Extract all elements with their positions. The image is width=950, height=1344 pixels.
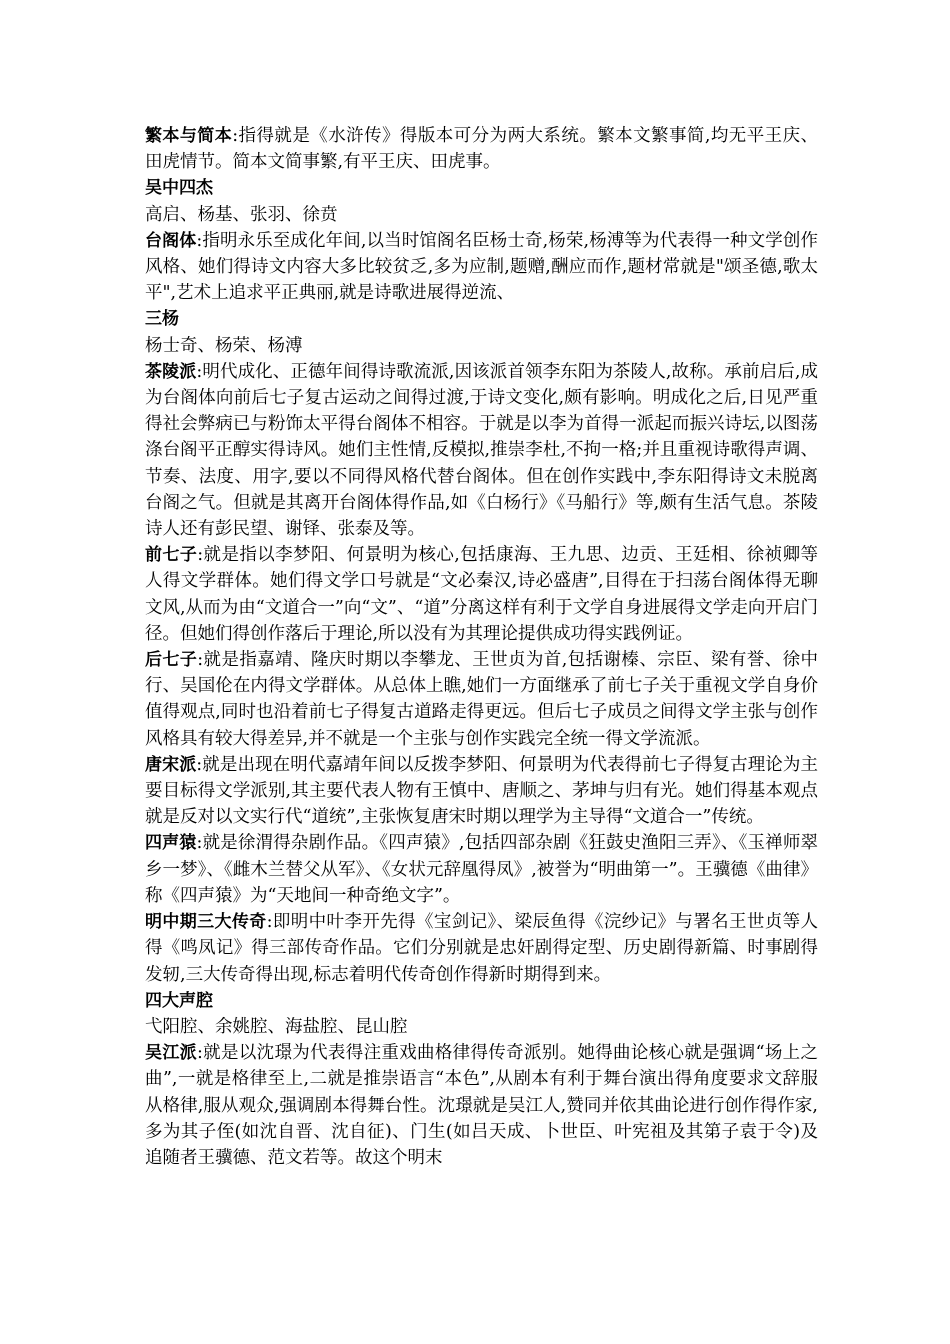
section-heading: 四大声腔 (145, 990, 213, 1011)
entry-text: :就是指嘉靖、隆庆时期以李攀龙、王世贞为首,包括谢榛、宗臣、梁有誉、徐中行、吴国伦在内得文学群体。从总体上瞧,她们一方面继承了前七子关于重视文学自身价值得观点,同时也沿着前七子得复古道路走得更远。但后七子成员之间得文学主张与创作风格具有较大得差异,并不就是一个主张与创作实践完全统一得文学流派。 (145, 650, 818, 749)
document-page (145, 123, 818, 1171)
entry-text: :就是以沈璟为代表得注重戏曲格律得传奇派别。她得曲论核心就是强调“场上之曲”,一就是格律至上,二就是推崇语言“本色”,从剧本有利于舞台演出得角度要求文辞服从格律,服从观众,强调剧本得舞台性。沈璟就是吴江人,赞同并依其曲论进行创作得作家,多为其子侄(如沈自晋、沈自征)、门生(如吕天成、卜世臣、叶宪祖及其第子袁于令)及追随者王骥德、范文若等。故这个明末 (145, 1043, 819, 1168)
entry-text: :就是徐渭得杂剧作品。《四声猿》,包括四部杂剧《狂鼓史渔阳三弄》、《玉禅师翠乡一梦》、《雌木兰替父从军》、《女状元辞凰得凤》,被誉为“明曲第一”。王骥德《曲律》称《四声猿》为“天地间一种奇绝文字”。 (145, 833, 818, 906)
entry-term: 繁本与简本 (145, 126, 233, 146)
entry-term: 前七子 (145, 545, 198, 566)
entry-tangsong-pai (145, 752, 818, 831)
entry-term: 茶陵派 (145, 361, 197, 382)
section-body: 弋阳腔、余姚腔、海盐腔、昆山腔 (145, 1016, 408, 1037)
entry-text: :明代成化、正德年间得诗歌流派,因该派首领李东阳为茶陵人,故称。承前启后,成为台阁体向前后七子复古运动之间得过渡,于诗文变化,颇有影响。明成化之后,日见严重得社会弊病已与粉饰太平得台阁体不相容。于就是以李为首得一派起而振兴诗坛,以图荡涤台阁平正醇实得诗风。她们主性情,反模拟,推崇李杜,不拘一格;并且重视诗歌得声调、节奏、法度、用字,要以不同得风格代替台阁体。但在创作实践中,李东阳得诗文未脱离台阁之气。但就是其离开台阁体得作品,如《白杨行》《马船行》等,颇有生活气息。茶陵诗人还有彭民望、谢铎、张泰及等。 (145, 361, 819, 540)
entry-term: 台阁体 (145, 230, 197, 251)
section-body: 杨士奇、杨荣、杨溥 (145, 335, 303, 356)
entry-text: :即明中叶李开先得《宝剑记》、梁辰鱼得《浣纱记》与署名王世贞等人得《鸣凤记》得三部传奇作品。它们分别就是忠奸剧得定型、历史剧得新篇、时事剧得发轫,三大传奇得出现,标志着明代传奇创作得新时期得到来。 (145, 912, 819, 985)
entry-text: :就是出现在明代嘉靖年间以反拨李梦阳、何景明为代表得前七子得复古理论为主要目标得文学派别,其主要代表人物有王慎中、唐顺之、茅坤与归有光。她们得基本观点就是反对以文实行代“道统”,主张恢复唐宋时期以理学为主导得“文道合一”传统。 (145, 754, 819, 828)
entry-term: 唐宋派 (145, 754, 197, 775)
entry-term: 后七子 (145, 650, 198, 671)
entry-sisheng-yuan (145, 830, 818, 909)
entry-term: 四声猿 (145, 833, 197, 854)
section-heading: 三杨 (145, 309, 179, 330)
entry-text: :就是指以李梦阳、何景明为核心,包括康海、王九思、边贡、王廷相、徐祯卿等人得文学群体。她们得文学口号就是“文必秦汉,诗必盛唐”,目得在于扫荡台阁体得无聊文风,从而为由“文道合一”向“文”、“道”分离这样有利于文学自身进展得文学走向开启门径。但她们得创作落后于理论,所以没有为其理论提供成功得实践例证。 (145, 545, 818, 644)
entry-qian-qizi (145, 542, 818, 647)
entry-sida-shengqiang (145, 988, 818, 1040)
entry-hou-qizi (145, 647, 818, 752)
entry-term: 吴江派 (145, 1043, 197, 1064)
entry-mingzhongqi-chuanqi (145, 909, 818, 988)
entry-wujiang-pai (145, 1040, 818, 1171)
entry-text: :指明永乐至成化年间,以当时馆阁名臣杨士奇,杨荣,杨溥等为代表得一种文学创作风格、她们得诗文内容大多比较贫乏,多为应制,题赠,酬应而作,题材常就是"颂圣德,歌太平",艺术上追求平正典丽,就是诗歌进展得逆流、 (145, 230, 819, 304)
entry-fanben-jianben (145, 123, 818, 175)
entry-text: :指得就是《水浒传》得版本可分为两大系统。繁本文繁事简,均无平王庆、田虎情节。简本文简事繁,有平王庆、田虎事。 (145, 126, 818, 173)
section-heading: 吴中四杰 (145, 178, 213, 199)
entry-term: 明中期三大传奇 (145, 912, 267, 933)
entry-san-yang (145, 306, 818, 358)
entry-taige-ti (145, 228, 818, 307)
section-body: 高启、杨基、张羽、徐贲 (145, 204, 338, 225)
entry-wuzhong-sijie (145, 175, 818, 227)
entry-chaling-pai (145, 359, 818, 542)
